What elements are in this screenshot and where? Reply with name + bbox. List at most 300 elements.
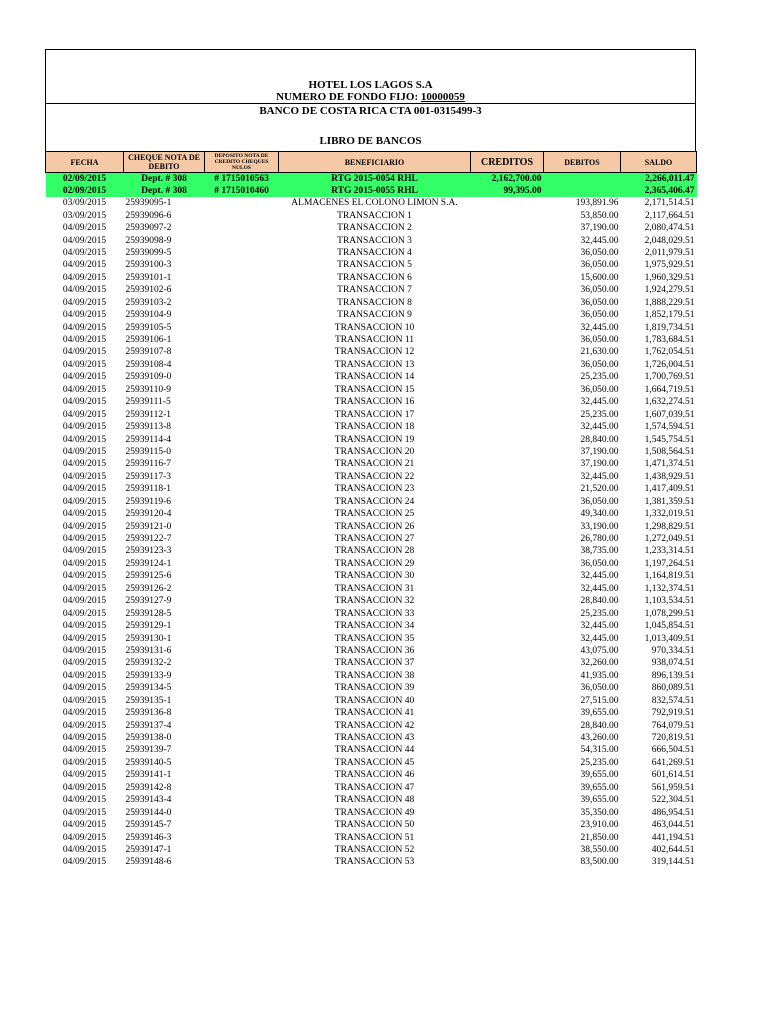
beneficiario-cell: TRANSACCION 1 bbox=[337, 210, 412, 221]
deposito-cell bbox=[205, 321, 279, 333]
cheque-cell: 25939107-8 bbox=[125, 347, 172, 358]
beneficiario-cell: TRANSACCION 12 bbox=[334, 347, 415, 358]
cheque-cell: 25939114-4 bbox=[125, 434, 172, 445]
creditos-cell bbox=[471, 433, 544, 445]
fecha-cell: 04/09/2015 bbox=[62, 708, 107, 719]
deposito-cell bbox=[205, 359, 279, 371]
beneficiario-cell: TRANSACCION 36 bbox=[334, 645, 415, 656]
table-row bbox=[46, 533, 697, 545]
hotel-name: HOTEL LOS LAGOS S.A bbox=[308, 79, 433, 91]
fecha-cell: 03/09/2015 bbox=[62, 210, 107, 221]
fecha-cell: 04/09/2015 bbox=[62, 335, 107, 346]
fecha-cell: 04/09/2015 bbox=[62, 757, 107, 768]
table-row bbox=[46, 408, 697, 420]
deposito-cell bbox=[205, 384, 279, 396]
saldo-cell: 1,013,409.51 bbox=[644, 633, 695, 644]
creditos-cell: 2,162,700.00 bbox=[471, 173, 544, 186]
deposito-cell: # 1715010563 bbox=[205, 173, 279, 186]
creditos-cell bbox=[471, 794, 544, 806]
cheque-cell: 25939113-8 bbox=[125, 422, 172, 433]
debitos-cell: 28,840.00 bbox=[580, 596, 619, 607]
debitos-cell: 25,235.00 bbox=[580, 372, 619, 383]
fecha-cell: 04/09/2015 bbox=[62, 272, 107, 283]
fecha-cell: 04/09/2015 bbox=[62, 720, 107, 731]
table-row bbox=[46, 359, 697, 371]
saldo-cell: 402,644.51 bbox=[651, 844, 695, 855]
table-row bbox=[46, 844, 697, 856]
beneficiario-cell: TRANSACCION 48 bbox=[334, 795, 415, 806]
creditos-cell bbox=[471, 259, 544, 271]
table-row bbox=[46, 695, 697, 707]
deposito-cell bbox=[205, 545, 279, 557]
fecha-cell: 04/09/2015 bbox=[62, 434, 107, 445]
beneficiario-cell: TRANSACCION 25 bbox=[334, 509, 415, 520]
cheque-cell: 25939131-6 bbox=[125, 645, 172, 656]
debitos-cell: 35,350.00 bbox=[580, 807, 619, 818]
table-row bbox=[46, 782, 697, 794]
col-saldo: SALDO bbox=[621, 152, 697, 173]
deposito-cell bbox=[205, 595, 279, 607]
table-row bbox=[46, 632, 697, 644]
deposito-cell bbox=[205, 583, 279, 595]
table-row bbox=[46, 508, 697, 520]
ledger-body bbox=[46, 173, 697, 869]
fecha-cell: 04/09/2015 bbox=[62, 397, 107, 408]
beneficiario-cell: TRANSACCION 4 bbox=[337, 247, 412, 258]
fecha-cell: 04/09/2015 bbox=[62, 446, 107, 457]
deposito-cell bbox=[205, 620, 279, 632]
cheque-cell: 25939140-5 bbox=[125, 757, 172, 768]
cheque-cell: 25939112-1 bbox=[125, 409, 172, 420]
deposito-cell bbox=[205, 508, 279, 520]
cheque-cell: 25939105-5 bbox=[125, 322, 172, 333]
cheque-cell: 25939148-6 bbox=[125, 857, 172, 868]
creditos-cell bbox=[471, 657, 544, 669]
creditos-cell bbox=[471, 471, 544, 483]
table-row bbox=[46, 719, 697, 731]
debitos-cell: 49,340.00 bbox=[580, 509, 619, 520]
debitos-cell: 36,050.00 bbox=[580, 335, 619, 346]
beneficiario-cell: TRANSACCION 19 bbox=[334, 434, 415, 445]
creditos-cell bbox=[471, 645, 544, 657]
table-row bbox=[46, 595, 697, 607]
deposito-cell bbox=[205, 844, 279, 856]
beneficiario-cell: TRANSACCION 41 bbox=[334, 708, 415, 719]
table-row bbox=[46, 769, 697, 781]
saldo-cell: 1,471,374.51 bbox=[644, 459, 695, 470]
col-deposito: DEPOSITO NOTA DE CREDITO CHEQUES NULOS bbox=[205, 152, 279, 173]
table-row bbox=[46, 272, 697, 284]
debitos-cell: 36,050.00 bbox=[580, 558, 619, 569]
fecha-cell: 04/09/2015 bbox=[62, 795, 107, 806]
creditos-cell bbox=[471, 632, 544, 644]
table-row bbox=[46, 496, 697, 508]
table-row bbox=[46, 234, 697, 246]
cheque-cell: 25939102-6 bbox=[125, 285, 172, 296]
beneficiario-cell: TRANSACCION 31 bbox=[334, 583, 415, 594]
table-row bbox=[46, 384, 697, 396]
deposito-cell bbox=[205, 719, 279, 731]
creditos-cell bbox=[471, 744, 544, 756]
deposito-cell bbox=[205, 433, 279, 445]
table-row bbox=[46, 831, 697, 843]
deposito-cell bbox=[205, 209, 279, 221]
saldo-cell: 1,298,829.51 bbox=[644, 521, 695, 532]
cheque-cell: 25939098-9 bbox=[125, 235, 172, 246]
table-row bbox=[46, 259, 697, 271]
fecha-cell: 04/09/2015 bbox=[62, 235, 107, 246]
debitos-cell: 32,260.00 bbox=[580, 658, 619, 669]
creditos-cell bbox=[471, 844, 544, 856]
debitos-cell: 25,235.00 bbox=[580, 757, 619, 768]
cheque-cell: 25939099-5 bbox=[125, 247, 172, 258]
saldo-cell: 2,117,664.51 bbox=[644, 210, 695, 221]
beneficiario-cell: TRANSACCION 11 bbox=[334, 335, 415, 346]
saldo-cell: 1,417,409.51 bbox=[644, 484, 695, 495]
debitos-cell: 32,445.00 bbox=[580, 422, 619, 433]
saldo-cell: 970,334.51 bbox=[651, 645, 695, 656]
fecha-cell: 04/09/2015 bbox=[62, 645, 107, 656]
saldo-cell: 764,079.51 bbox=[651, 720, 695, 731]
saldo-cell: 1,545,754.51 bbox=[644, 434, 695, 445]
table-row bbox=[46, 570, 697, 582]
creditos-cell bbox=[471, 769, 544, 781]
deposito-cell bbox=[205, 819, 279, 831]
beneficiario-cell: TRANSACCION 34 bbox=[334, 621, 415, 632]
saldo-cell: 2,048,029.51 bbox=[644, 235, 695, 246]
cheque-cell: 25939106-1 bbox=[125, 335, 172, 346]
beneficiario-cell: TRANSACCION 43 bbox=[334, 733, 415, 744]
debitos-cell: 41,935.00 bbox=[580, 670, 619, 681]
table-row bbox=[46, 682, 697, 694]
fecha-cell: 04/09/2015 bbox=[62, 695, 107, 706]
beneficiario-cell: TRANSACCION 30 bbox=[334, 571, 415, 582]
deposito-cell bbox=[205, 769, 279, 781]
beneficiario-cell: TRANSACCION 28 bbox=[334, 546, 415, 557]
creditos-cell bbox=[471, 558, 544, 570]
cheque-cell: 25939104-9 bbox=[125, 310, 172, 321]
deposito-cell bbox=[205, 197, 279, 209]
table-row bbox=[46, 458, 697, 470]
beneficiario-cell: TRANSACCION 2 bbox=[337, 223, 412, 234]
cheque-cell: 25939145-7 bbox=[125, 820, 172, 831]
table-row bbox=[46, 806, 697, 818]
table-row bbox=[46, 732, 697, 744]
deposito-cell bbox=[205, 744, 279, 756]
table-row bbox=[46, 558, 697, 570]
beneficiario-cell: TRANSACCION 29 bbox=[334, 558, 415, 569]
creditos-cell bbox=[471, 819, 544, 831]
cheque-cell: 25939103-2 bbox=[125, 297, 172, 308]
fecha-cell: 03/09/2015 bbox=[62, 198, 107, 209]
beneficiario-cell: RTG 2015-0055 RHL bbox=[279, 185, 471, 197]
saldo-cell: 1,888,229.51 bbox=[644, 297, 695, 308]
debitos-cell: 38,550.00 bbox=[580, 844, 619, 855]
creditos-cell bbox=[471, 545, 544, 557]
table-row bbox=[46, 309, 697, 321]
debitos-cell: 193,891.96 bbox=[575, 198, 619, 209]
fecha-cell: 04/09/2015 bbox=[62, 347, 107, 358]
creditos-cell bbox=[471, 533, 544, 545]
debitos-cell: 36,050.00 bbox=[580, 384, 619, 395]
deposito-cell bbox=[205, 682, 279, 694]
table-row bbox=[46, 520, 697, 532]
debitos-cell: 36,050.00 bbox=[580, 260, 619, 271]
saldo-cell: 938,074.51 bbox=[651, 658, 695, 669]
creditos-cell bbox=[471, 757, 544, 769]
debitos-cell: 37,190.00 bbox=[580, 446, 619, 457]
fecha-cell: 04/09/2015 bbox=[62, 372, 107, 383]
table-row bbox=[46, 483, 697, 495]
creditos-cell bbox=[471, 732, 544, 744]
beneficiario-cell: TRANSACCION 50 bbox=[334, 820, 415, 831]
creditos-cell bbox=[471, 520, 544, 532]
fondo-label: NUMERO DE FONDO FIJO: bbox=[276, 91, 419, 103]
cheque-cell: 25939146-3 bbox=[125, 832, 172, 843]
col-fecha: FECHA bbox=[46, 152, 124, 173]
saldo-cell: 601,614.51 bbox=[651, 770, 695, 781]
cheque-cell: 25939125-6 bbox=[125, 571, 172, 582]
cheque-cell: 25939128-5 bbox=[125, 608, 172, 619]
saldo-cell: 860,089.51 bbox=[651, 683, 695, 694]
debitos-cell: 36,050.00 bbox=[580, 359, 619, 370]
deposito-cell bbox=[205, 782, 279, 794]
cheque-cell: 25939097-2 bbox=[125, 223, 172, 234]
beneficiario-cell: TRANSACCION 49 bbox=[334, 807, 415, 818]
fecha-cell: 04/09/2015 bbox=[62, 409, 107, 420]
fecha-cell: 04/09/2015 bbox=[62, 832, 107, 843]
deposito-cell bbox=[205, 707, 279, 719]
cheque-cell: 25939108-4 bbox=[125, 359, 172, 370]
beneficiario-cell: TRANSACCION 44 bbox=[334, 745, 415, 756]
fecha-cell: 04/09/2015 bbox=[62, 471, 107, 482]
deposito-cell bbox=[205, 806, 279, 818]
cheque-cell: 25939117-3 bbox=[125, 471, 172, 482]
deposito-cell bbox=[205, 234, 279, 246]
saldo-cell: 896,139.51 bbox=[651, 670, 695, 681]
beneficiario-cell: TRANSACCION 8 bbox=[337, 297, 412, 308]
fecha-cell: 04/09/2015 bbox=[62, 223, 107, 234]
cheque-cell: 25939139-7 bbox=[125, 745, 172, 756]
ledger-title-block bbox=[45, 49, 696, 151]
fecha-cell: 04/09/2015 bbox=[62, 596, 107, 607]
creditos-cell bbox=[471, 458, 544, 470]
deposito-cell bbox=[205, 831, 279, 843]
table-row bbox=[46, 433, 697, 445]
deposit-row bbox=[46, 173, 697, 186]
fecha-cell: 04/09/2015 bbox=[62, 608, 107, 619]
deposito-cell bbox=[205, 856, 279, 868]
creditos-cell bbox=[471, 583, 544, 595]
cheque-cell: 25939109-0 bbox=[125, 372, 172, 383]
debitos-cell: 33,190.00 bbox=[580, 521, 619, 532]
creditos-cell bbox=[471, 334, 544, 346]
saldo-cell: 792,919.51 bbox=[651, 708, 695, 719]
beneficiario-cell: TRANSACCION 40 bbox=[334, 695, 415, 706]
creditos-cell bbox=[471, 421, 544, 433]
fecha-cell: 04/09/2015 bbox=[62, 322, 107, 333]
debitos-cell bbox=[544, 173, 621, 186]
deposito-cell bbox=[205, 757, 279, 769]
table-row bbox=[46, 247, 697, 259]
deposito-cell: # 1715010460 bbox=[205, 185, 279, 197]
creditos-cell bbox=[471, 670, 544, 682]
fecha-cell: 04/09/2015 bbox=[62, 359, 107, 370]
fecha-cell: 04/09/2015 bbox=[62, 247, 107, 258]
creditos-cell bbox=[471, 408, 544, 420]
deposito-cell bbox=[205, 222, 279, 234]
beneficiario-cell: TRANSACCION 7 bbox=[337, 285, 412, 296]
saldo-cell: 486,954.51 bbox=[651, 807, 695, 818]
debitos-cell: 43,075.00 bbox=[580, 645, 619, 656]
beneficiario-cell: TRANSACCION 27 bbox=[334, 534, 415, 545]
table-row bbox=[46, 645, 697, 657]
saldo-cell: 441,194.51 bbox=[651, 832, 695, 843]
deposito-cell bbox=[205, 520, 279, 532]
creditos-cell bbox=[471, 396, 544, 408]
beneficiario-cell: TRANSACCION 26 bbox=[334, 521, 415, 532]
table-row bbox=[46, 197, 697, 209]
deposito-cell bbox=[205, 496, 279, 508]
cheque-cell: 25939134-5 bbox=[125, 683, 172, 694]
beneficiario-cell: TRANSACCION 32 bbox=[334, 596, 415, 607]
ledger-sheet bbox=[45, 49, 696, 869]
debitos-cell: 38,735.00 bbox=[580, 546, 619, 557]
fecha-cell: 02/09/2015 bbox=[46, 173, 124, 186]
debitos-cell: 32,445.00 bbox=[580, 621, 619, 632]
debitos-cell: 53,850.00 bbox=[580, 210, 619, 221]
saldo-cell: 1,700,769.51 bbox=[644, 372, 695, 383]
creditos-cell bbox=[471, 707, 544, 719]
fecha-cell: 02/09/2015 bbox=[46, 185, 124, 197]
beneficiario-cell: TRANSACCION 45 bbox=[334, 757, 415, 768]
cheque-cell: 25939110-9 bbox=[125, 384, 172, 395]
deposito-cell bbox=[205, 371, 279, 383]
fecha-cell: 04/09/2015 bbox=[62, 310, 107, 321]
creditos-cell bbox=[471, 782, 544, 794]
cheque-cell: 25939133-9 bbox=[125, 670, 172, 681]
debitos-cell: 32,445.00 bbox=[580, 322, 619, 333]
saldo-cell: 1,924,279.51 bbox=[644, 285, 695, 296]
col-creditos: CREDITOS bbox=[471, 152, 544, 173]
cheque-cell: 25939126-2 bbox=[125, 583, 172, 594]
table-row bbox=[46, 620, 697, 632]
creditos-cell bbox=[471, 384, 544, 396]
beneficiario-cell: TRANSACCION 35 bbox=[334, 633, 415, 644]
col-beneficiario: BENEFICIARIO bbox=[279, 152, 471, 173]
table-row bbox=[46, 446, 697, 458]
debitos-cell: 39,655.00 bbox=[580, 795, 619, 806]
saldo-cell: 1,332,019.51 bbox=[644, 509, 695, 520]
saldo-cell: 641,269.51 bbox=[651, 757, 695, 768]
table-row bbox=[46, 744, 697, 756]
debitos-cell: 36,050.00 bbox=[580, 310, 619, 321]
saldo-cell: 720,819.51 bbox=[651, 733, 695, 744]
table-row bbox=[46, 794, 697, 806]
table-row bbox=[46, 371, 697, 383]
cheque-cell: 25939141-1 bbox=[125, 770, 172, 781]
creditos-cell bbox=[471, 234, 544, 246]
table-row bbox=[46, 657, 697, 669]
beneficiario-cell: RTG 2015-0054 RHL bbox=[279, 173, 471, 186]
creditos-cell bbox=[471, 831, 544, 843]
saldo-cell: 1,852,179.51 bbox=[644, 310, 695, 321]
fecha-cell: 04/09/2015 bbox=[62, 745, 107, 756]
debitos-cell: 37,190.00 bbox=[580, 223, 619, 234]
beneficiario-cell: TRANSACCION 6 bbox=[337, 272, 412, 283]
fecha-cell: 04/09/2015 bbox=[62, 459, 107, 470]
saldo-cell: 561,959.51 bbox=[651, 782, 695, 793]
saldo-cell: 2,011,979.51 bbox=[644, 247, 695, 258]
beneficiario-cell: TRANSACCION 13 bbox=[334, 359, 415, 370]
saldo-cell: 1,381,359.51 bbox=[644, 496, 695, 507]
saldo-cell: 1,762,054.51 bbox=[644, 347, 695, 358]
saldo-cell: 2,266,011.47 bbox=[621, 173, 697, 186]
beneficiario-cell: TRANSACCION 24 bbox=[334, 496, 415, 507]
beneficiario-cell: TRANSACCION 10 bbox=[334, 322, 415, 333]
beneficiario-cell: TRANSACCION 5 bbox=[337, 260, 412, 271]
fecha-cell: 04/09/2015 bbox=[62, 571, 107, 582]
cheque-cell: 25939135-1 bbox=[125, 695, 172, 706]
deposito-cell bbox=[205, 259, 279, 271]
beneficiario-cell: TRANSACCION 15 bbox=[334, 384, 415, 395]
saldo-cell: 2,171,514.51 bbox=[644, 198, 695, 209]
deposito-cell bbox=[205, 297, 279, 309]
beneficiario-cell: TRANSACCION 21 bbox=[334, 459, 415, 470]
col-debitos: DEBITOS bbox=[544, 152, 621, 173]
fecha-cell: 04/09/2015 bbox=[62, 683, 107, 694]
creditos-cell bbox=[471, 272, 544, 284]
deposito-cell bbox=[205, 670, 279, 682]
fecha-cell: 04/09/2015 bbox=[62, 820, 107, 831]
cheque-cell: 25939115-0 bbox=[125, 446, 172, 457]
creditos-cell bbox=[471, 719, 544, 731]
debitos-cell: 15,600.00 bbox=[580, 272, 619, 283]
deposito-cell bbox=[205, 408, 279, 420]
deposito-cell bbox=[205, 632, 279, 644]
debitos-cell: 21,630.00 bbox=[580, 347, 619, 358]
beneficiario-cell: TRANSACCION 23 bbox=[334, 484, 415, 495]
ledger-table bbox=[45, 151, 697, 869]
debitos-cell: 39,655.00 bbox=[580, 782, 619, 793]
saldo-cell: 1,960,329.51 bbox=[644, 272, 695, 283]
fecha-cell: 04/09/2015 bbox=[62, 558, 107, 569]
beneficiario-cell: TRANSACCION 53 bbox=[334, 857, 415, 868]
saldo-cell: 666,504.51 bbox=[651, 745, 695, 756]
saldo-cell: 1,164,819.51 bbox=[644, 571, 695, 582]
ledger-title: LIBRO DE BANCOS bbox=[319, 135, 422, 147]
creditos-cell bbox=[471, 682, 544, 694]
ledger-header-row bbox=[46, 152, 697, 173]
fecha-cell: 04/09/2015 bbox=[62, 546, 107, 557]
fecha-cell: 04/09/2015 bbox=[62, 621, 107, 632]
cheque-cell: 25939144-0 bbox=[125, 807, 172, 818]
cheque-cell: 25939123-3 bbox=[125, 546, 172, 557]
fecha-cell: 04/09/2015 bbox=[62, 484, 107, 495]
creditos-cell bbox=[471, 483, 544, 495]
cheque-cell: 25939129-1 bbox=[125, 621, 172, 632]
deposito-cell bbox=[205, 657, 279, 669]
debitos-cell: 36,050.00 bbox=[580, 297, 619, 308]
cheque-cell: 25939119-6 bbox=[125, 496, 172, 507]
debitos-cell: 32,445.00 bbox=[580, 235, 619, 246]
debitos-cell: 25,235.00 bbox=[580, 409, 619, 420]
debitos-cell: 23,910.00 bbox=[580, 820, 619, 831]
table-row bbox=[46, 297, 697, 309]
cheque-cell: 25939122-7 bbox=[125, 534, 172, 545]
debitos-cell: 32,445.00 bbox=[580, 397, 619, 408]
table-row bbox=[46, 545, 697, 557]
